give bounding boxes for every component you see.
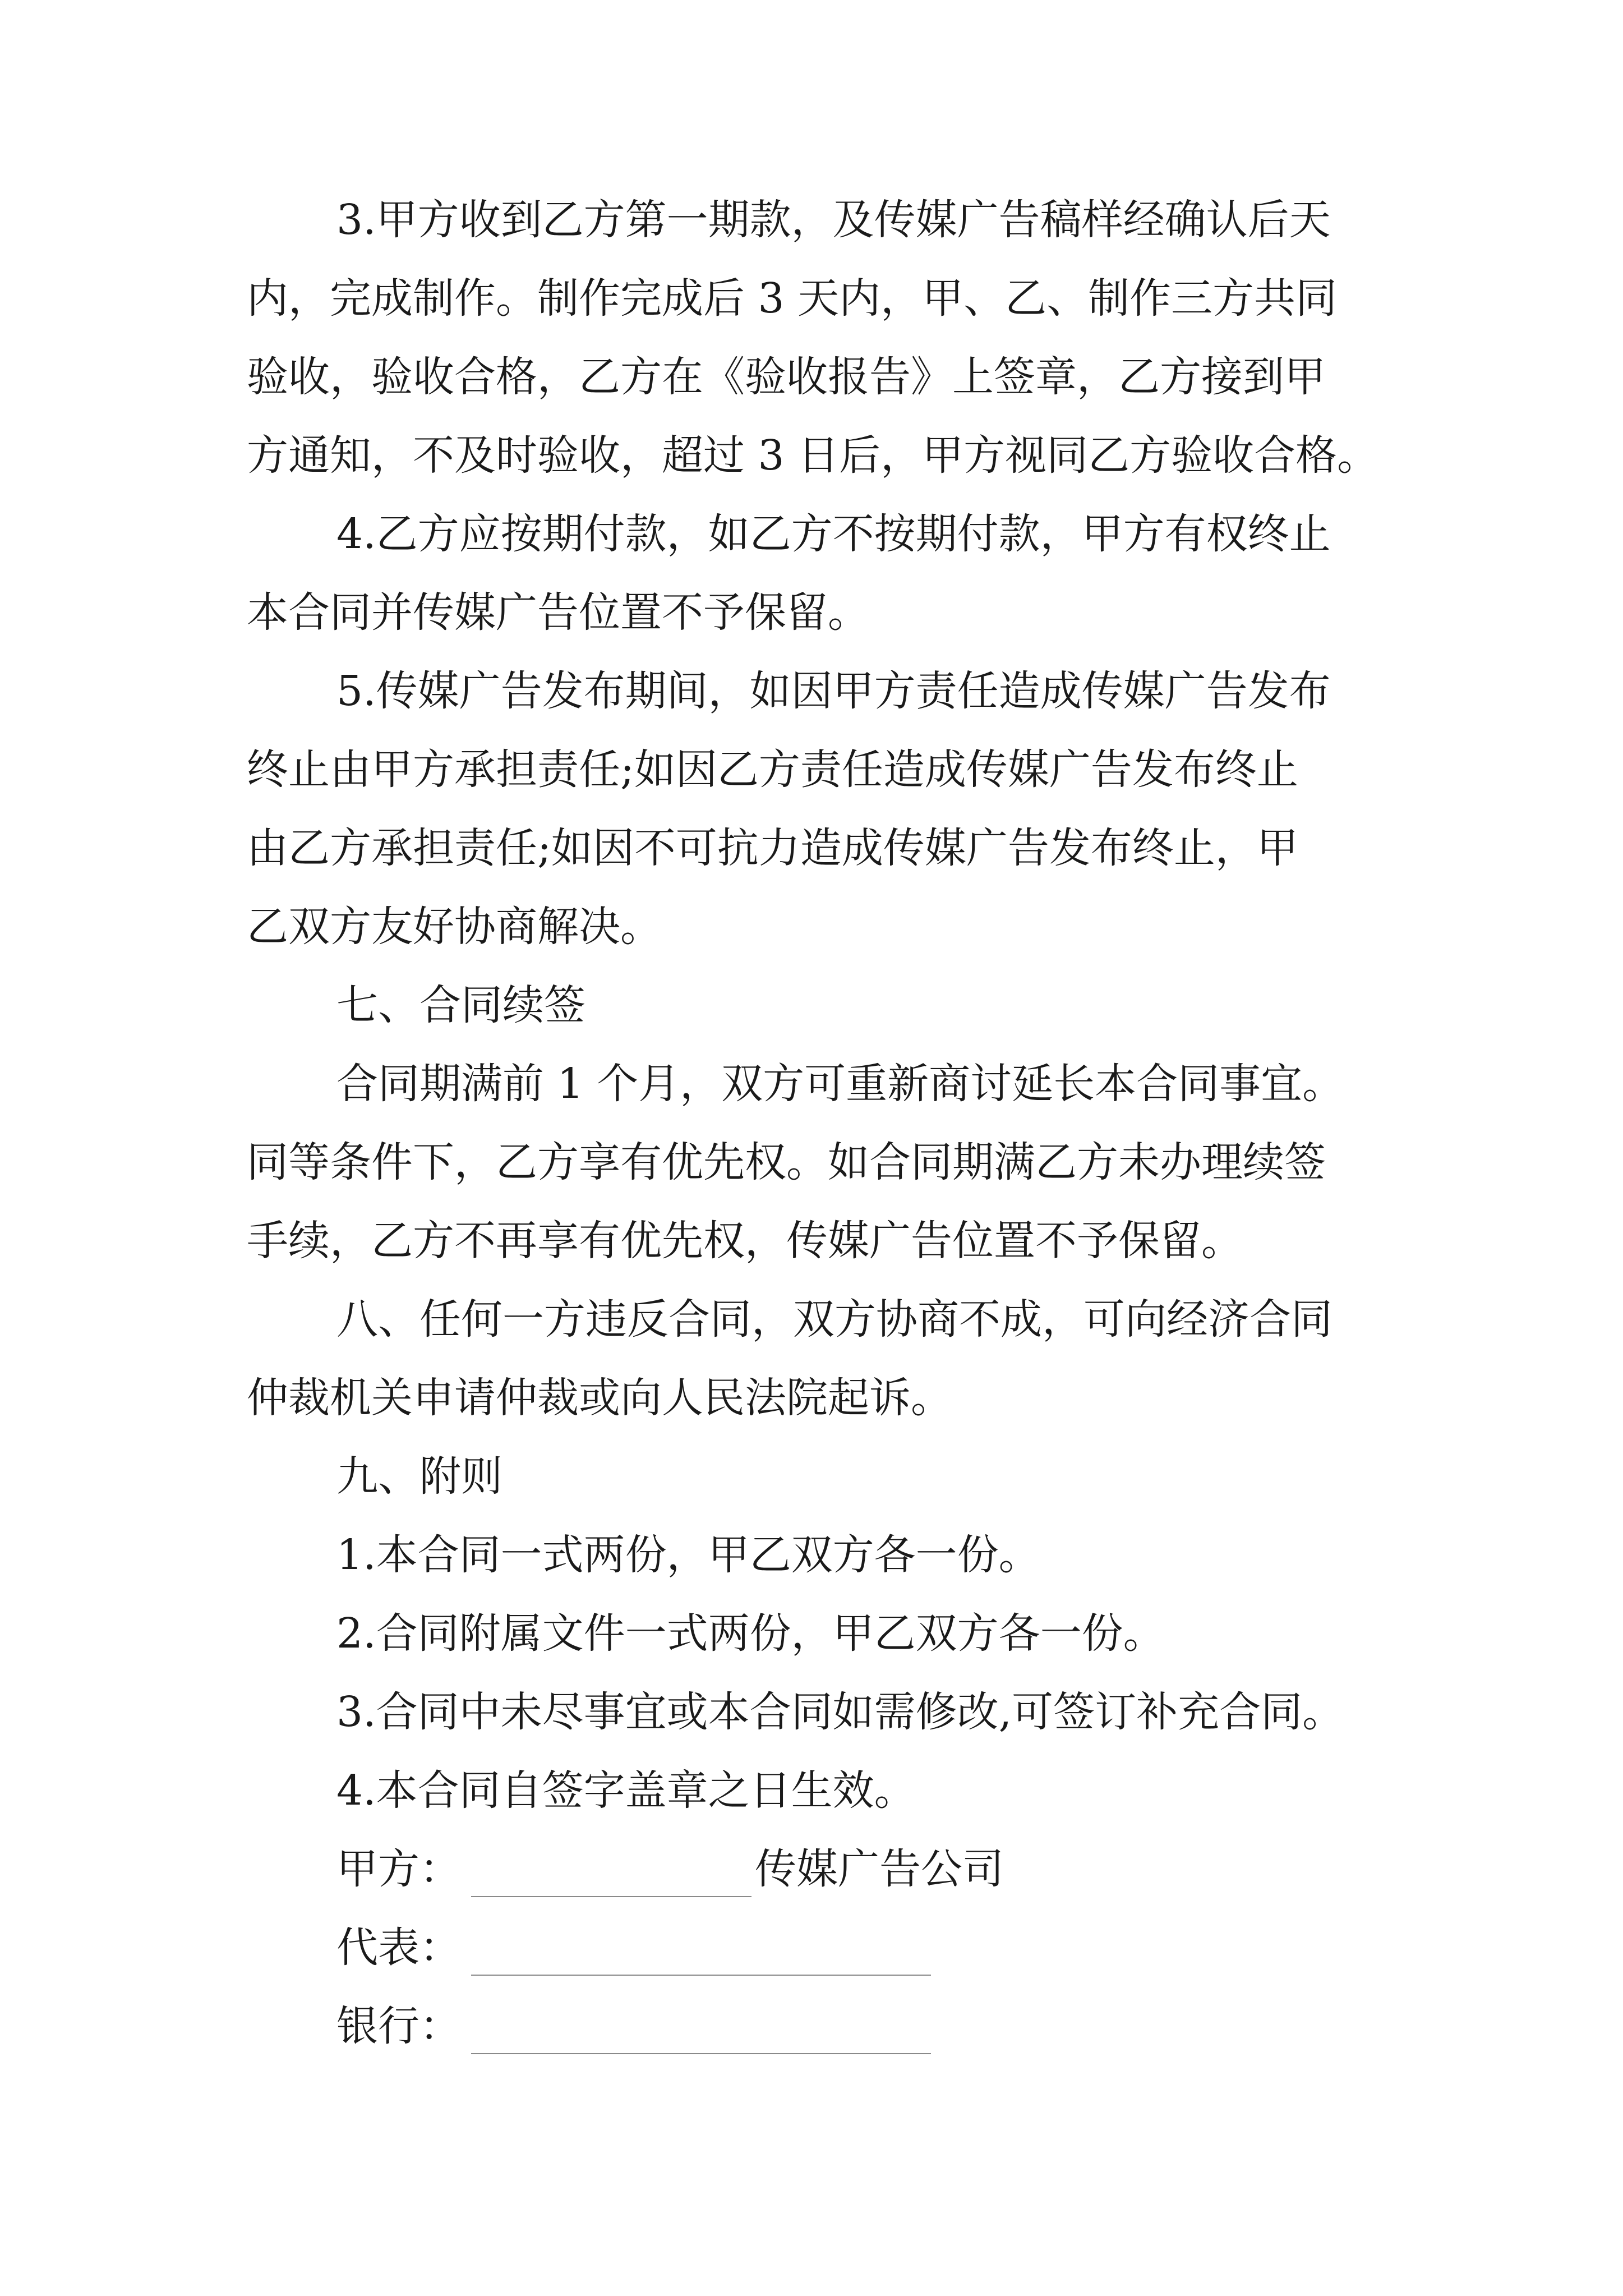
section-7-line-3: 手续，乙方不再享有优先权，传媒广告位置不予保留。 — [247, 1217, 1243, 1265]
section-8-line-2: 仲裁机关申请仲裁或向人民法院起诉。 — [247, 1374, 952, 1422]
section-8-line-1: 八、任何一方违反合同，双方协商不成，可向经济合同 — [336, 1295, 1332, 1343]
party-a-row — [336, 1841, 1004, 1897]
clause-3-line-4: 方通知，不及时验收，超过 3 日后，甲方视同乙方验收合格。 — [247, 431, 1379, 480]
representative-label: 代表： — [336, 1924, 461, 1972]
clause-5-line-4: 乙双方友好协商解决。 — [247, 903, 662, 951]
section-9-item-4: 4.本合同自签字盖章之日生效。 — [336, 1766, 916, 1815]
clause-4-line-2: 本合同并传媒广告位置不予保留。 — [247, 588, 869, 637]
clause-5-line-3: 由乙方承担责任;如因不可抗力造成传媒广告发布终止，甲 — [247, 824, 1298, 872]
clause-4-line-1: 4.乙方应按期付款，如乙方不按期付款，甲方有权终止 — [336, 510, 1331, 558]
bank-blank[interactable] — [471, 2012, 931, 2054]
representative-row — [336, 1920, 934, 1976]
party-a-name-blank[interactable] — [471, 1855, 751, 1897]
section-9-item-2: 2.合同附属文件一式两份，甲乙双方各一份。 — [336, 1609, 1165, 1658]
party-a-label: 甲方： — [336, 1845, 461, 1893]
clause-3-line-1: 3.甲方收到乙方第一期款，及传媒广告稿样经确认后天 — [336, 196, 1331, 244]
section-7-title: 七、合同续签 — [336, 981, 585, 1029]
bank-label: 银行： — [336, 2002, 461, 2050]
party-a-suffix: 传媒广告公司 — [755, 1845, 1004, 1893]
section-7-line-2: 同等条件下，乙方享有优先权。如合同期满乙方未办理续签 — [247, 1138, 1326, 1186]
bank-row — [336, 1998, 934, 2054]
section-9-title: 九、附则 — [336, 1452, 502, 1501]
section-9-item-3: 3.合同中未尽事宜或本合同如需修改,可签订补充合同。 — [336, 1688, 1344, 1736]
section-9-item-1: 1.本合同一式两份，甲乙双方各一份。 — [336, 1531, 1040, 1579]
clause-5-line-1: 5.传媒广告发布期间，如因甲方责任造成传媒广告发布 — [336, 667, 1331, 715]
representative-blank[interactable] — [471, 1933, 931, 1976]
clause-3-line-3: 验收，验收合格，乙方在《验收报告》上签章，乙方接到甲 — [247, 353, 1326, 401]
clause-3-line-2: 内，完成制作。制作完成后 3 天内，甲、乙、制作三方共同 — [247, 274, 1338, 323]
clause-5-line-2: 终止由甲方承担责任;如因乙方责任造成传媒广告发布终止 — [247, 746, 1298, 794]
section-7-line-1: 合同期满前 1 个月，双方可重新商讨延长本合同事宜。 — [336, 1060, 1344, 1108]
